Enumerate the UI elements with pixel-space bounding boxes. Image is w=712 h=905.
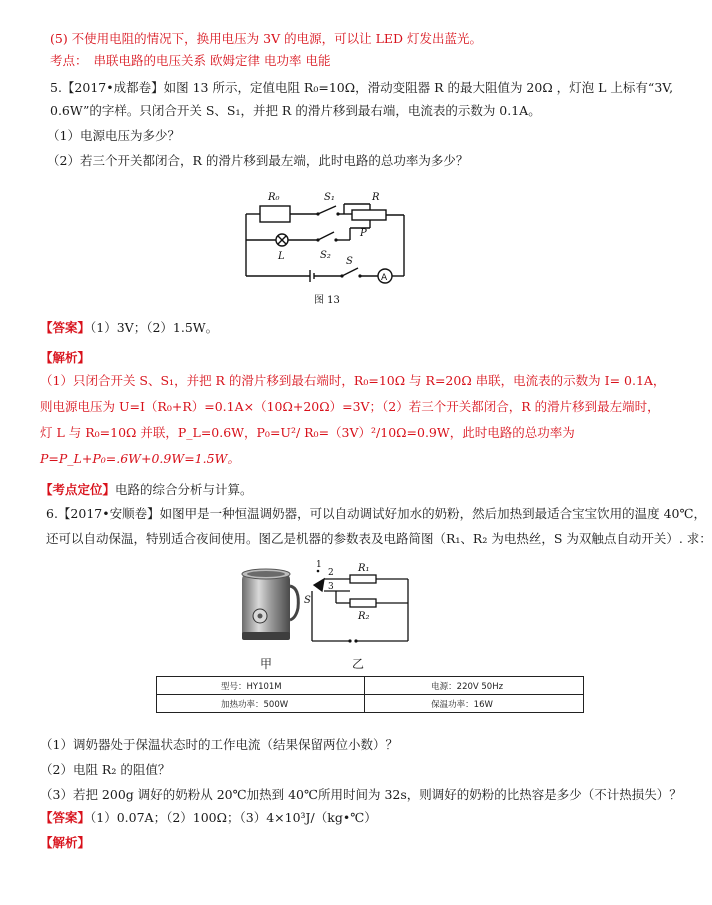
q5-exp-4: P=P_L+P₀=.6W+0.9W=1.5W。 <box>40 451 240 466</box>
figure-13-caption: 图 13 <box>314 295 340 306</box>
q5-kaodian-dingwei <box>40 482 253 498</box>
kaodian-item-1: 欧姆定律 <box>210 53 261 68</box>
q6-answer <box>40 810 377 826</box>
label-s2: S₂ <box>320 250 331 261</box>
spec-table <box>156 676 584 713</box>
q5-answer <box>40 320 218 336</box>
label-yi: 乙 <box>352 657 365 671</box>
kaodian-line <box>50 53 331 69</box>
spec-keep-warm-power: 保温功率：16W <box>365 695 584 713</box>
q5-line-1: 5.【2017•成都卷】如图 13 所示，定值电阻 R₀=10Ω，滑动变阻器 R 的最大阻值为 20Ω ，灯泡 L 上标有“3V, <box>50 80 674 95</box>
spec-power-source: 电源：220V 50Hz <box>365 677 584 695</box>
circuit-figure-yi <box>296 557 424 649</box>
table-row <box>157 677 584 695</box>
q6-sub-2: （2）电阻 R₂ 的阻值？ <box>40 762 171 777</box>
q5-answer-text: （1）3V；（2）1.5W。 <box>90 320 219 335</box>
table-row <box>157 695 584 713</box>
circuit-figure-13 <box>232 184 418 310</box>
q6-line-1: 6.【2017•安顺卷】如图甲是一种恒温调奶器，可以自动调试好加水的奶粉，然后加热到最适合宝宝饮用的温度 40℃， <box>46 506 706 521</box>
kaodian-item-2: 电功率 <box>264 53 302 68</box>
label-2: 2 <box>328 568 334 578</box>
q5-sub-1: （1）电源电压为多少？ <box>47 128 180 143</box>
q5-kdw-label: 【考点定位】 <box>40 482 116 497</box>
q5-exp-1: （1）只闭合开关 S、S₁，并把 R 的滑片移到最右端时，R₀=10Ω 与 R=20Ω 串联，电流表的示数为 I= 0.1A， <box>40 373 666 388</box>
spec-model: 型号：HY101M <box>157 677 365 695</box>
spec-heat-power: 加热功率：500W <box>157 695 365 713</box>
q5-answer-label: 【答案】 <box>40 320 91 335</box>
q6-answer-label: 【答案】 <box>40 810 91 825</box>
label-r1: R₁ <box>358 563 370 574</box>
label-r2: R₂ <box>358 611 370 622</box>
label-3: 3 <box>328 582 334 592</box>
resistor-r0 <box>260 206 290 222</box>
q5-sub-2: （2）若三个开关都闭合，R 的滑片移到最左端，此时电路的总功率为多少？ <box>47 153 469 168</box>
label-1: 1 <box>316 560 322 570</box>
kaodian-item-3: 电能 <box>305 53 331 68</box>
statement-5: (5) 不使用电阻的情况下，换用电压为 3V 的电源，可以让 LED 灯发出蓝光。 <box>50 31 483 46</box>
q5-line-2: 0.6W”的字样。只闭合开关 S、S₁，并把 R 的滑片移到最右端，电流表的示数为 0.1A。 <box>50 103 541 118</box>
label-s: S <box>304 595 311 606</box>
q5-kdw-text: 电路的综合分析与计算。 <box>115 482 253 497</box>
rheostat-r <box>352 210 386 220</box>
q6-line-2: 还可以自动保温，特别适合夜间使用。图乙是机器的参数表及电路简图（R₁、R₂ 为电热丝，S 为双触点自动开关）. 求： <box>46 531 712 546</box>
q5-jiexi: 【解析】 <box>40 350 91 365</box>
label-jia: 甲 <box>260 657 273 671</box>
q6-answer-text: （1）0.07A；（2）100Ω；（3）4×10³J/（kg•℃） <box>90 810 377 825</box>
q5-exp-2: 则电源电压为 U=I（R₀+R）=0.1A×（10Ω+20Ω）=3V；（2）若三个开关都闭合，R 的滑片移到最左端时， <box>40 399 660 414</box>
q6-jiexi: 【解析】 <box>40 835 91 850</box>
q6-sub-3: （3）若把 200g 调好的奶粉从 20℃加热到 40℃所用时间为 32s，则调好的奶粉的比热容是多少（不计热损失）？ <box>40 787 682 802</box>
q5-exp-3: 灯 L 与 R₀=10Ω 并联，P_L=0.6W，P₀=U²/ R₀=（3V）²/10Ω=0.9W，此时电路的总功率为 <box>40 425 575 440</box>
q6-sub-1: （1）调奶器处于保温状态时的工作电流（结果保留两位小数）？ <box>40 737 398 752</box>
label-r0: R₀ <box>268 192 280 203</box>
kaodian-label: 考点： <box>50 53 88 68</box>
label-r: R <box>372 192 380 203</box>
label-s: S <box>346 256 353 267</box>
label-l: L <box>278 251 285 262</box>
kaodian-item-0: 串联电路的电压关系 <box>93 53 207 68</box>
label-ammeter: A <box>381 273 388 283</box>
label-s1: S₁ <box>324 192 335 203</box>
milk-warmer-illustration <box>238 566 300 646</box>
label-p: P <box>360 228 367 239</box>
